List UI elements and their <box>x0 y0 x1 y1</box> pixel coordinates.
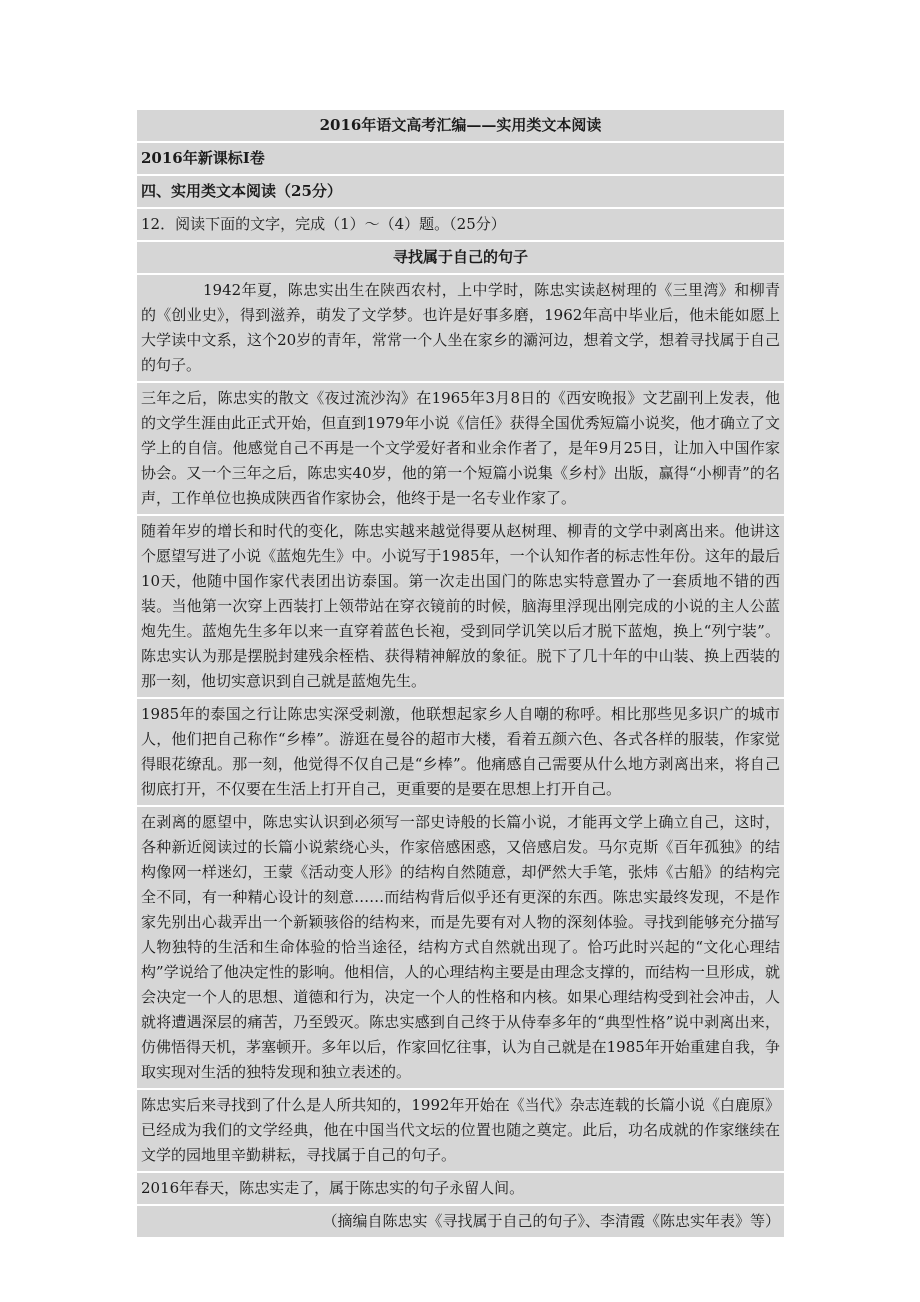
section-heading: 四、实用类文本阅读（25分） <box>137 176 784 207</box>
source-note: （摘编自陈忠实《寻找属于自己的句子》、李清霞《陈忠实年表》等） <box>137 1206 784 1237</box>
paragraph: 1942年夏，陈忠实出生在陕西农村，上中学时，陈忠实读赵树理的《三里湾》和柳青的《创业史》，得到滋养，萌发了文学梦。也许是好事多磨，1962年高中毕业后，他未能如愿上大学读中文系，这个20岁的青年，常常一个人坐在家乡的灞河边，想着文学，想着寻找属于自己的句子。 <box>137 275 784 381</box>
document-body <box>137 110 784 1239</box>
paper-label: 2016年新课标Ⅰ卷 <box>137 143 784 174</box>
paragraph: 在剥离的愿望中，陈忠实认识到必须写一部史诗般的长篇小说，才能再文学上确立自己，这时，各种新近阅读过的长篇小说萦绕心头，作家倍感困惑，又倍感启发。马尔克斯《百年孤独》的结构像网一样迷幻，王蒙《活动变人形》的结构自然随意，却俨然大手笔，张炜《古船》的结构完全不同，有一种精心设计的刻意……而结构背后似乎还有更深的东西。陈忠实最终发现，不是作家先别出心裁弄出一个新颖骇俗的结构来，而是先要有对人物的深刻体验。寻找到能够充分描写人物独特的生活和生命体验的恰当途径，结构方式自然就出现了。恰巧此时兴起的“文化心理结构”学说给了他决定性的影响。他相信，人的心理结构主要是由理念支撑的，而结构一旦形成，就会决定一个人的思想、道德和行为，决定一个人的性格和内核。如果心理结构受到社会冲击，人就将遭遇深层的痛苦，乃至毁灭。陈忠实感到自己终于从侍奉多年的“典型性格”说中剥离出来，仿佛悟得天机，茅塞顿开。多年以后，作家回忆往事，认为自己就是在1985年开始重建自我，争取实现对生活的独特发现和独立表述的。 <box>137 807 784 1088</box>
question-prompt: 12．阅读下面的文字，完成（1）～（4）题。（25分） <box>137 209 784 240</box>
document-title: 2016年语文高考汇编——实用类文本阅读 <box>137 110 784 141</box>
paragraph: 随着年岁的增长和时代的变化，陈忠实越来越觉得要从赵树理、柳青的文学中剥离出来。他讲这个愿望写进了小说《蓝炮先生》中。小说写于1985年，一个认知作者的标志性年份。这年的最后10天，他随中国作家代表团出访泰国。第一次走出国门的陈忠实特意置办了一套质地不错的西装。当他第一次穿上西装打上领带站在穿衣镜前的时候，脑海里浮现出刚完成的小说的主人公蓝炮先生。蓝炮先生多年以来一直穿着蓝色长袍，受到同学讥笑以后才脱下蓝炮，换上“列宁装”。陈忠实认为那是摆脱封建残余桎梏、获得精神解放的象征。脱下了几十年的中山装、换上西装的那一刻，他切实意识到自己就是蓝炮先生。 <box>137 516 784 697</box>
paragraph: 三年之后，陈忠实的散文《夜过流沙沟》在1965年3月8日的《西安晚报》文艺副刊上发表，他的文学生涯由此正式开始，但直到1979年小说《信任》获得全国优秀短篇小说奖，他才确立了文学上的自信。他感觉自己不再是一个文学爱好者和业余作者了，是年9月25日，让加入中国作家协会。又一个三年之后，陈忠实40岁，他的第一个短篇小说集《乡村》出版，赢得“小柳青”的名声，工作单位也换成陕西省作家协会，他终于是一名专业作家了。 <box>137 383 784 514</box>
paragraph: 陈忠实后来寻找到了什么是人所共知的，1992年开始在《当代》杂志连载的长篇小说《白鹿原》已经成为我们的文学经典，他在中国当代文坛的位置也随之奠定。此后，功名成就的作家继续在文学的园地里辛勤耕耘，寻找属于自己的句子。 <box>137 1090 784 1171</box>
article-title: 寻找属于自己的句子 <box>137 242 784 273</box>
paragraph: 1985年的泰国之行让陈忠实深受刺激，他联想起家乡人自嘲的称呼。相比那些见多识广的城市人，他们把自己称作“乡棒”。游逛在曼谷的超市大楼，看着五颜六色、各式各样的服装，作家觉得眼花缭乱。那一刻，他觉得不仅自己是“乡棒”。他痛感自己需要从什么地方剥离出来，将自己彻底打开，不仅要在生活上打开自己，更重要的是要在思想上打开自己。 <box>137 699 784 805</box>
paragraph: 2016年春天，陈忠实走了，属于陈忠实的句子永留人间。 <box>137 1173 784 1204</box>
